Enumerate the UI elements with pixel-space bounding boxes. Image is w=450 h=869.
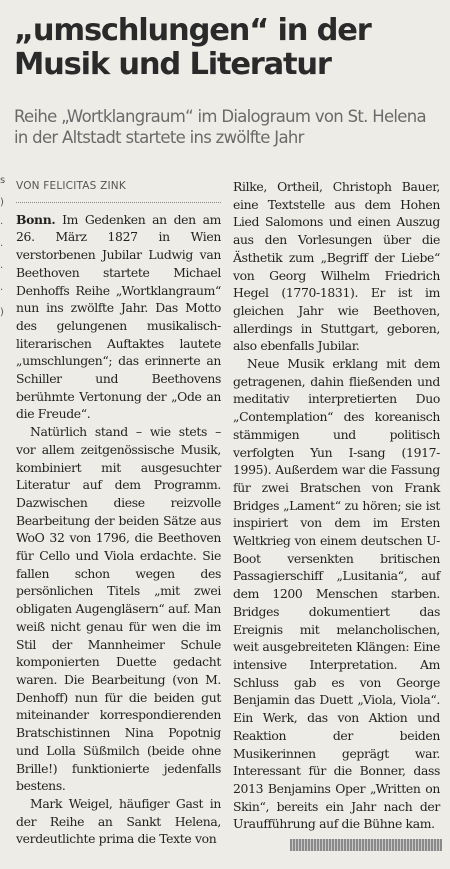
article-headline: „umschlungen“ in der Musik und Literatur [14, 13, 371, 82]
article-paragraph [16, 211, 221, 423]
adjacent-column-fragment: s ) · · · · ) [0, 175, 6, 318]
article-paragraph: Natürlich stand – wie stets – vor allem zeitgenössische Musik, kombiniert mit ausgesuchter Literatur auf dem Programm. Dazwischen diese reizvolle Bearbeitung der beiden Sätze aus WoO 32 von 1796, die Beethoven für Cello und Viola erdachte. Sie fallen schon wegen des persönlichen Titels „mit zwei obligaten Augengläsern“ auf. Man weiß nicht genau für wen die im Stil der Mannheimer Schule komponierten Duette gedacht waren. Die Bearbeitung (von M. Denhoff) nun für die beiden gut miteinander korrespondierenden Bratschistinnen Nina Popotnig und Lolla Süßmilch (beide ohne Brille!) funktionierte jedenfalls bestens. [16, 424, 221, 794]
article-dateline: Bonn. [16, 211, 56, 227]
article-paragraph: Rilke, Ortheil, Christoph Bauer, eine Textstelle aus dem Hohen Lied Salomons und einen Auszug aus den Vorlesungen über die Ästhetik zum „Begriff der Liebe“ von Georg Wilhelm Friedrich Hegel (1770-1831). Er ist im gleichen Jahr wie Beethoven, allerdings in Stuttgart, geboren, also ebenfalls Jubilar. [233, 179, 440, 354]
paragraph-text: Im Gedenken an den am 26. März 1827 in Wien verstorbenen Jubilar Ludwig van Beethoven startete Michael Denhoffs Reihe „Wortklangraum“ nun ins zwölfte Jahr. Das Motto des gelungenen musikalisch-literarischen Auftaktes lautete „umschlungen“; das erinnerte an Schiller und Beethovens berühmte Vertonung der „Ode an die Freude“. [16, 211, 222, 422]
article-paragraph: Neue Musik erklang mit dem getragenen, dahin fließenden und meditativ interpretierten Duo „Contemplation“ des koreanisch stämmigen und politisch verfolgten Yun I-sang (1917-1995). Außerdem war die Fassung für zwei Bratschen von Frank Bridges „Lament“ zu hören; sie ist inspiriert von dem im Ersten Weltkrieg von einem deutschen U-Boot versenkten britischen Passagierschiff „Lusitania“, auf dem 1200 Menschen starben. Bridges dokumentiert das Ereignis mit melancholischen, weit ausgebreiteten Klängen: Eine intensive Interpretation. Am Schluss gab es von George Benjamin das Duett „Viola, Viola“. Ein Werk, das von Aktion und Reaktion der beiden Musikerinnen geprägt war. Interessant für die Bonner, dass 2013 Benjamins Oper „Written on Skin“, bereits ein Jahr nach der Uraufführung auf die Bühne kam. [233, 356, 440, 832]
article-paragraph: Mark Weigel, häufiger Gast in der Reihe an Sankt Helena, verdeutlichte prima die Texte von [16, 795, 221, 847]
footer-rule [290, 839, 442, 851]
article-column-right [233, 178, 440, 833]
article-byline: VON FELICITAS ZINK [16, 178, 221, 203]
article-subheadline: Reihe „Wortklangraum“ im Dialograum von St. Helena in der Altstadt startete ins zwölfte Jahr [14, 107, 426, 147]
article-column-left [16, 178, 221, 848]
